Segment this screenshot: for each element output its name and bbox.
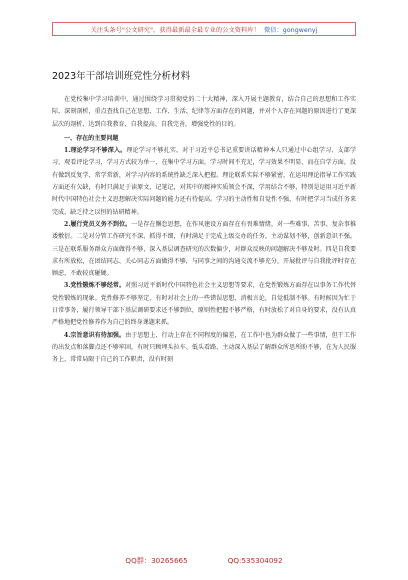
section-heading: 一、存在的主要问题 [64,134,119,142]
intro-paragraph: 在党校集中学习培训中，通过围绕学习贯彻党的二十大精神，深入开展主题教育，结合自己的思想和工作实际，深刻剖析，重点查找自己在思想、工作、生活、纪律等方面存在的问题，并对个人存在问题的原因进行了更深层次的剖析，达到自我教育、自我提高、自我完善，增强党性的目的。 [52,96,356,128]
footer-contact [0,556,408,566]
banner-text: 关注头条号"公文研究"，获得最新最全最专业的公文资料库！ [90,26,260,34]
wechat-link[interactable]: 微信：gongwenyj [263,26,318,34]
item-4-text: 由于思想上、行动上存在不同程度的偏差，在工作中也为群众做了一些事情，但干工作的出发点和落脚点还不够牢固，有时只顾埋头拉车、低头看路，主动深入基层了解群众所思所盼不够，在为人民服务上，常常局限于自己的工作职责，没有时刻 [52,331,356,364]
qq-group: QQ群：30265665 [125,556,188,565]
item-3-heading: 3.党性锻炼不够经常。 [64,282,126,290]
item-2-text: 一是存在懈怠思想，在作风建设方面存在有畏难情绪，对一些难事、苦事、复杂事推诿敷衍。二是对分管工作研究不深、抓得不细，有时满足于完成上级交办的任务，主动谋划不够，创新意识不强。三是在联系服务群众方面做得不够，深入基层调查研究的次数偏少，对群众反映的问题解决不够及时。四是自我要求有所放松，在团结同志、关心同志方面做得不够，与同事之间的沟通交流不够充分，开展批评与自我批评时存在顾虑，不敢较真碰硬。 [52,220,356,278]
item-4-paragraph [52,330,356,367]
item-4-heading: 4.宗旨意识有待加强。 [64,331,126,339]
item-1-text: 理论学习不够扎实，对于习近平总书记重要讲话精神本人只通过中心组学习、支部学习、观看评论学习，学习方式较为单一，在集中学习方面，学习时间不充足，学习效果不明显，而在自学方面，没有做到反复学、常学常新，对学习内容的系统性缺乏深入把握。理论联系实际不够紧密，在运用理论指导工作实践方面还有欠缺，有时只满足于读原文、记笔记，对其中的精神实质领会不深，学用结合不够，特别是运用习近平新时代中国特色社会主义思想解决实际问题的能力还有待提高。学习的主动性和自觉性不强，有时把学习当成任务来完成，缺乏持之以恒的钻研精神。 [52,147,356,216]
item-3-text: 对照习近平新时代中国特色社会主义思想等要求，在党性锻炼方面存在以事务工作代替党性锻炼的现象。党性修养不够坚定，有时对社会上的一些错误思想、消极言论，自觉抵制不够。有时候因为忙于日常事务，履行领导干部下基层调研要求还不够到位，原则性把握不够严格，有时放松了对自身的要求，没有认真严格地把党性修养作为自己的终身课题来抓。 [52,282,356,327]
document-title: 2023年干部培训班党性分析材料 [52,71,191,82]
item-2-paragraph [52,219,356,280]
header-banner [52,22,356,36]
item-2-heading: 2.履行党员义务不到位。 [64,220,132,228]
item-1-paragraph [52,145,356,219]
item-1-heading: 1.理论学习不够深入。 [64,147,127,155]
item-3-paragraph [52,280,356,329]
document-body [52,94,356,546]
qq-number: QQ:535304092 [227,556,283,565]
